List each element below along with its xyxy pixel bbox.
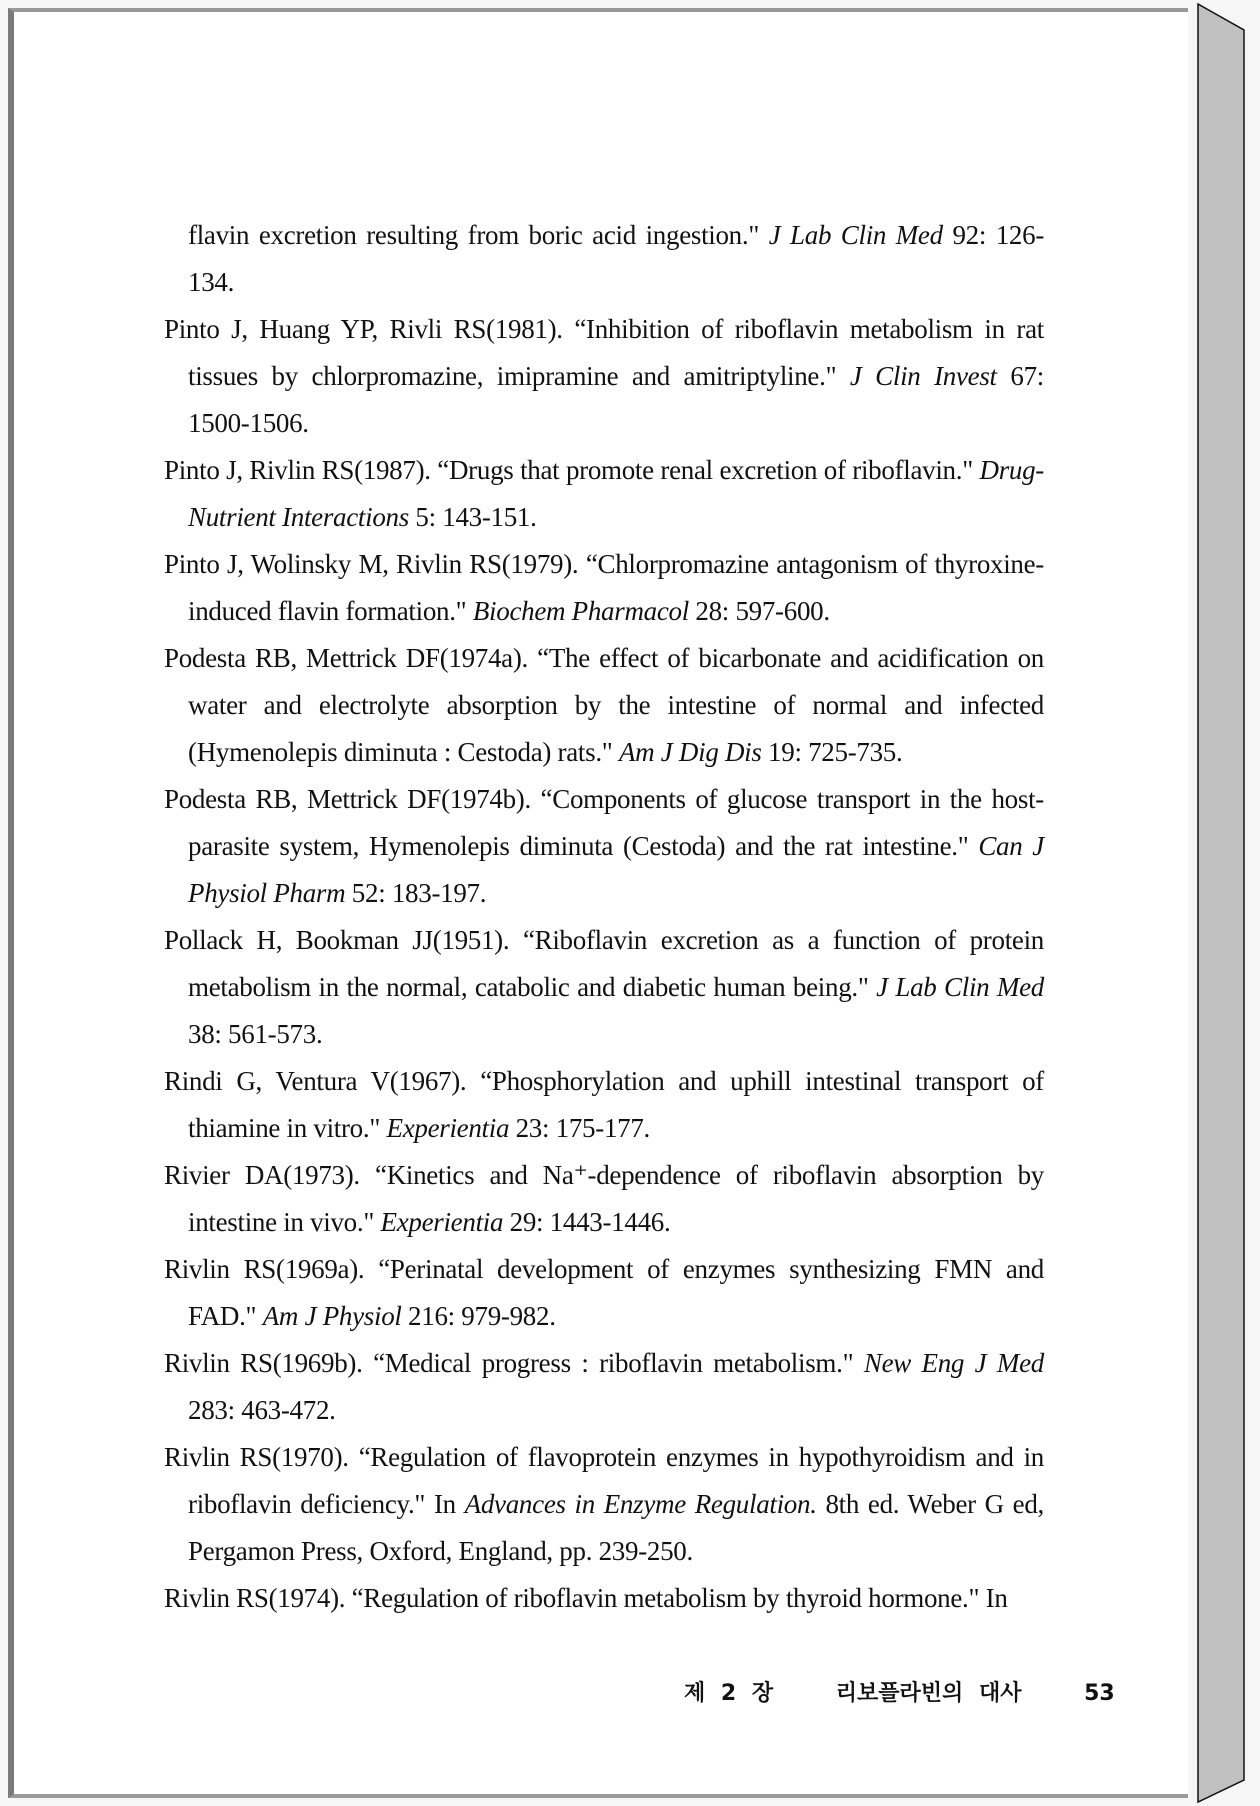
citation-detail: 67: 1500-1506. <box>188 361 1044 438</box>
reference-entry <box>164 917 1044 1058</box>
journal-name: Am J Physiol <box>262 1301 402 1331</box>
reference-text: Pinto J, Rivlin RS(1987). “Drugs that promote renal excretion of riboflavin." <box>164 455 980 485</box>
reference-entry <box>164 1058 1044 1152</box>
reference-entry <box>164 306 1044 447</box>
journal-name: J Clin Invest <box>849 361 997 391</box>
citation-detail: 29: 1443-1446. <box>503 1207 671 1237</box>
journal-name: Experientia <box>380 1207 504 1237</box>
reference-text: Pinto J, Huang YP, Rivli RS(1981). “Inhibition of riboflavin metabolism in rat tissues by chlorpromazine, imipramine and amitriptyline." <box>164 314 1044 391</box>
reference-text: Podesta RB, Mettrick DF(1974b). “Components of glucose transport in the host-parasite system, Hymenolepis diminuta (Cestoda) and the rat intestine." <box>164 784 1044 861</box>
journal-name: Advances in Enzyme Regulation. <box>464 1489 817 1519</box>
reference-list <box>164 212 1044 1622</box>
reference-entry <box>164 1152 1044 1246</box>
journal-name: New Eng J Med <box>863 1348 1044 1378</box>
reference-text: Pinto J, Wolinsky M, Rivlin RS(1979). “Chlorpromazine antagonism of thyroxine-induced flavin formation." <box>164 549 1044 626</box>
chapter-label: 제 2 장 <box>684 1681 774 1706</box>
reference-entry <box>164 1434 1044 1575</box>
citation-detail: 92: 126-134. <box>188 220 1045 297</box>
reference-entry <box>164 541 1044 635</box>
reference-entry <box>164 1575 1044 1622</box>
reference-entry <box>164 776 1044 917</box>
reference-text: Rivlin RS(1969b). “Medical progress : riboflavin metabolism." <box>164 1348 864 1378</box>
page-stack-edge <box>1196 0 1248 1806</box>
reference-entry <box>164 212 1044 306</box>
reference-text: Pollack H, Bookman JJ(1951). “Riboflavin excretion as a function of protein metabolism in the normal, catabolic and diabetic human being." <box>164 925 1044 1002</box>
reference-text: Rindi G, Ventura V(1967). “Phosphorylation and uphill intestinal transport of thiamine in vitro." <box>164 1066 1044 1143</box>
reference-text: Rivlin RS(1969a). “Perinatal development of enzymes synthesizing FMN and FAD." <box>164 1254 1044 1331</box>
citation-detail: 38: 561-573. <box>188 1019 323 1049</box>
citation-detail: 28: 597-600. <box>688 596 830 626</box>
reference-text: flavin excretion resulting from boric acid ingestion." <box>188 220 769 250</box>
citation-detail: 19: 725-735. <box>761 737 903 767</box>
book-page <box>8 8 1188 1798</box>
journal-name: Experientia <box>386 1113 510 1143</box>
reference-text: Rivlin RS(1974). “Regulation of riboflavin metabolism by thyroid hormone." In <box>164 1583 1008 1613</box>
journal-name: J Lab Clin Med <box>768 220 943 250</box>
page-number: 53 <box>1084 1681 1115 1706</box>
reference-entry <box>164 635 1044 776</box>
citation-detail: 283: 463-472. <box>188 1395 336 1425</box>
citation-detail: 216: 979-982. <box>401 1301 556 1331</box>
citation-detail: 52: 183-197. <box>345 878 487 908</box>
reference-entry <box>164 1246 1044 1340</box>
journal-name: Am J Dig Dis <box>618 737 762 767</box>
citation-detail: 5: 143-151. <box>408 502 537 532</box>
citation-detail: 8th ed. Weber G ed, Pergamon Press, Oxford, England, pp. 239-250. <box>188 1489 1044 1566</box>
page-footer <box>684 1676 1115 1707</box>
reference-entry <box>164 1340 1044 1434</box>
journal-name: Biochem Pharmacol <box>472 596 689 626</box>
journal-name: Drug-Nutrient Interactions <box>188 455 1044 532</box>
reference-text: Rivier DA(1973). “Kinetics and Na⁺-dependence of riboflavin absorption by intestine in vivo." <box>164 1160 1044 1237</box>
citation-detail: 23: 175-177. <box>509 1113 650 1143</box>
reference-text: Rivlin RS(1970). “Regulation of flavoprotein enzymes in hypothyroidism and in riboflavin deficiency." In <box>164 1442 1044 1519</box>
reference-text: Podesta RB, Mettrick DF(1974a). “The effect of bicarbonate and acidification on water and electrolyte absorption by the intestine of normal and infected (Hymenolepis diminuta : Cestoda) rats." <box>164 643 1044 767</box>
journal-name: Can J Physiol Pharm <box>188 831 1044 908</box>
reference-entry <box>164 447 1044 541</box>
journal-name: J Lab Clin Med <box>876 972 1044 1002</box>
chapter-title: 리보플라빈의 대사 <box>835 1681 1022 1706</box>
